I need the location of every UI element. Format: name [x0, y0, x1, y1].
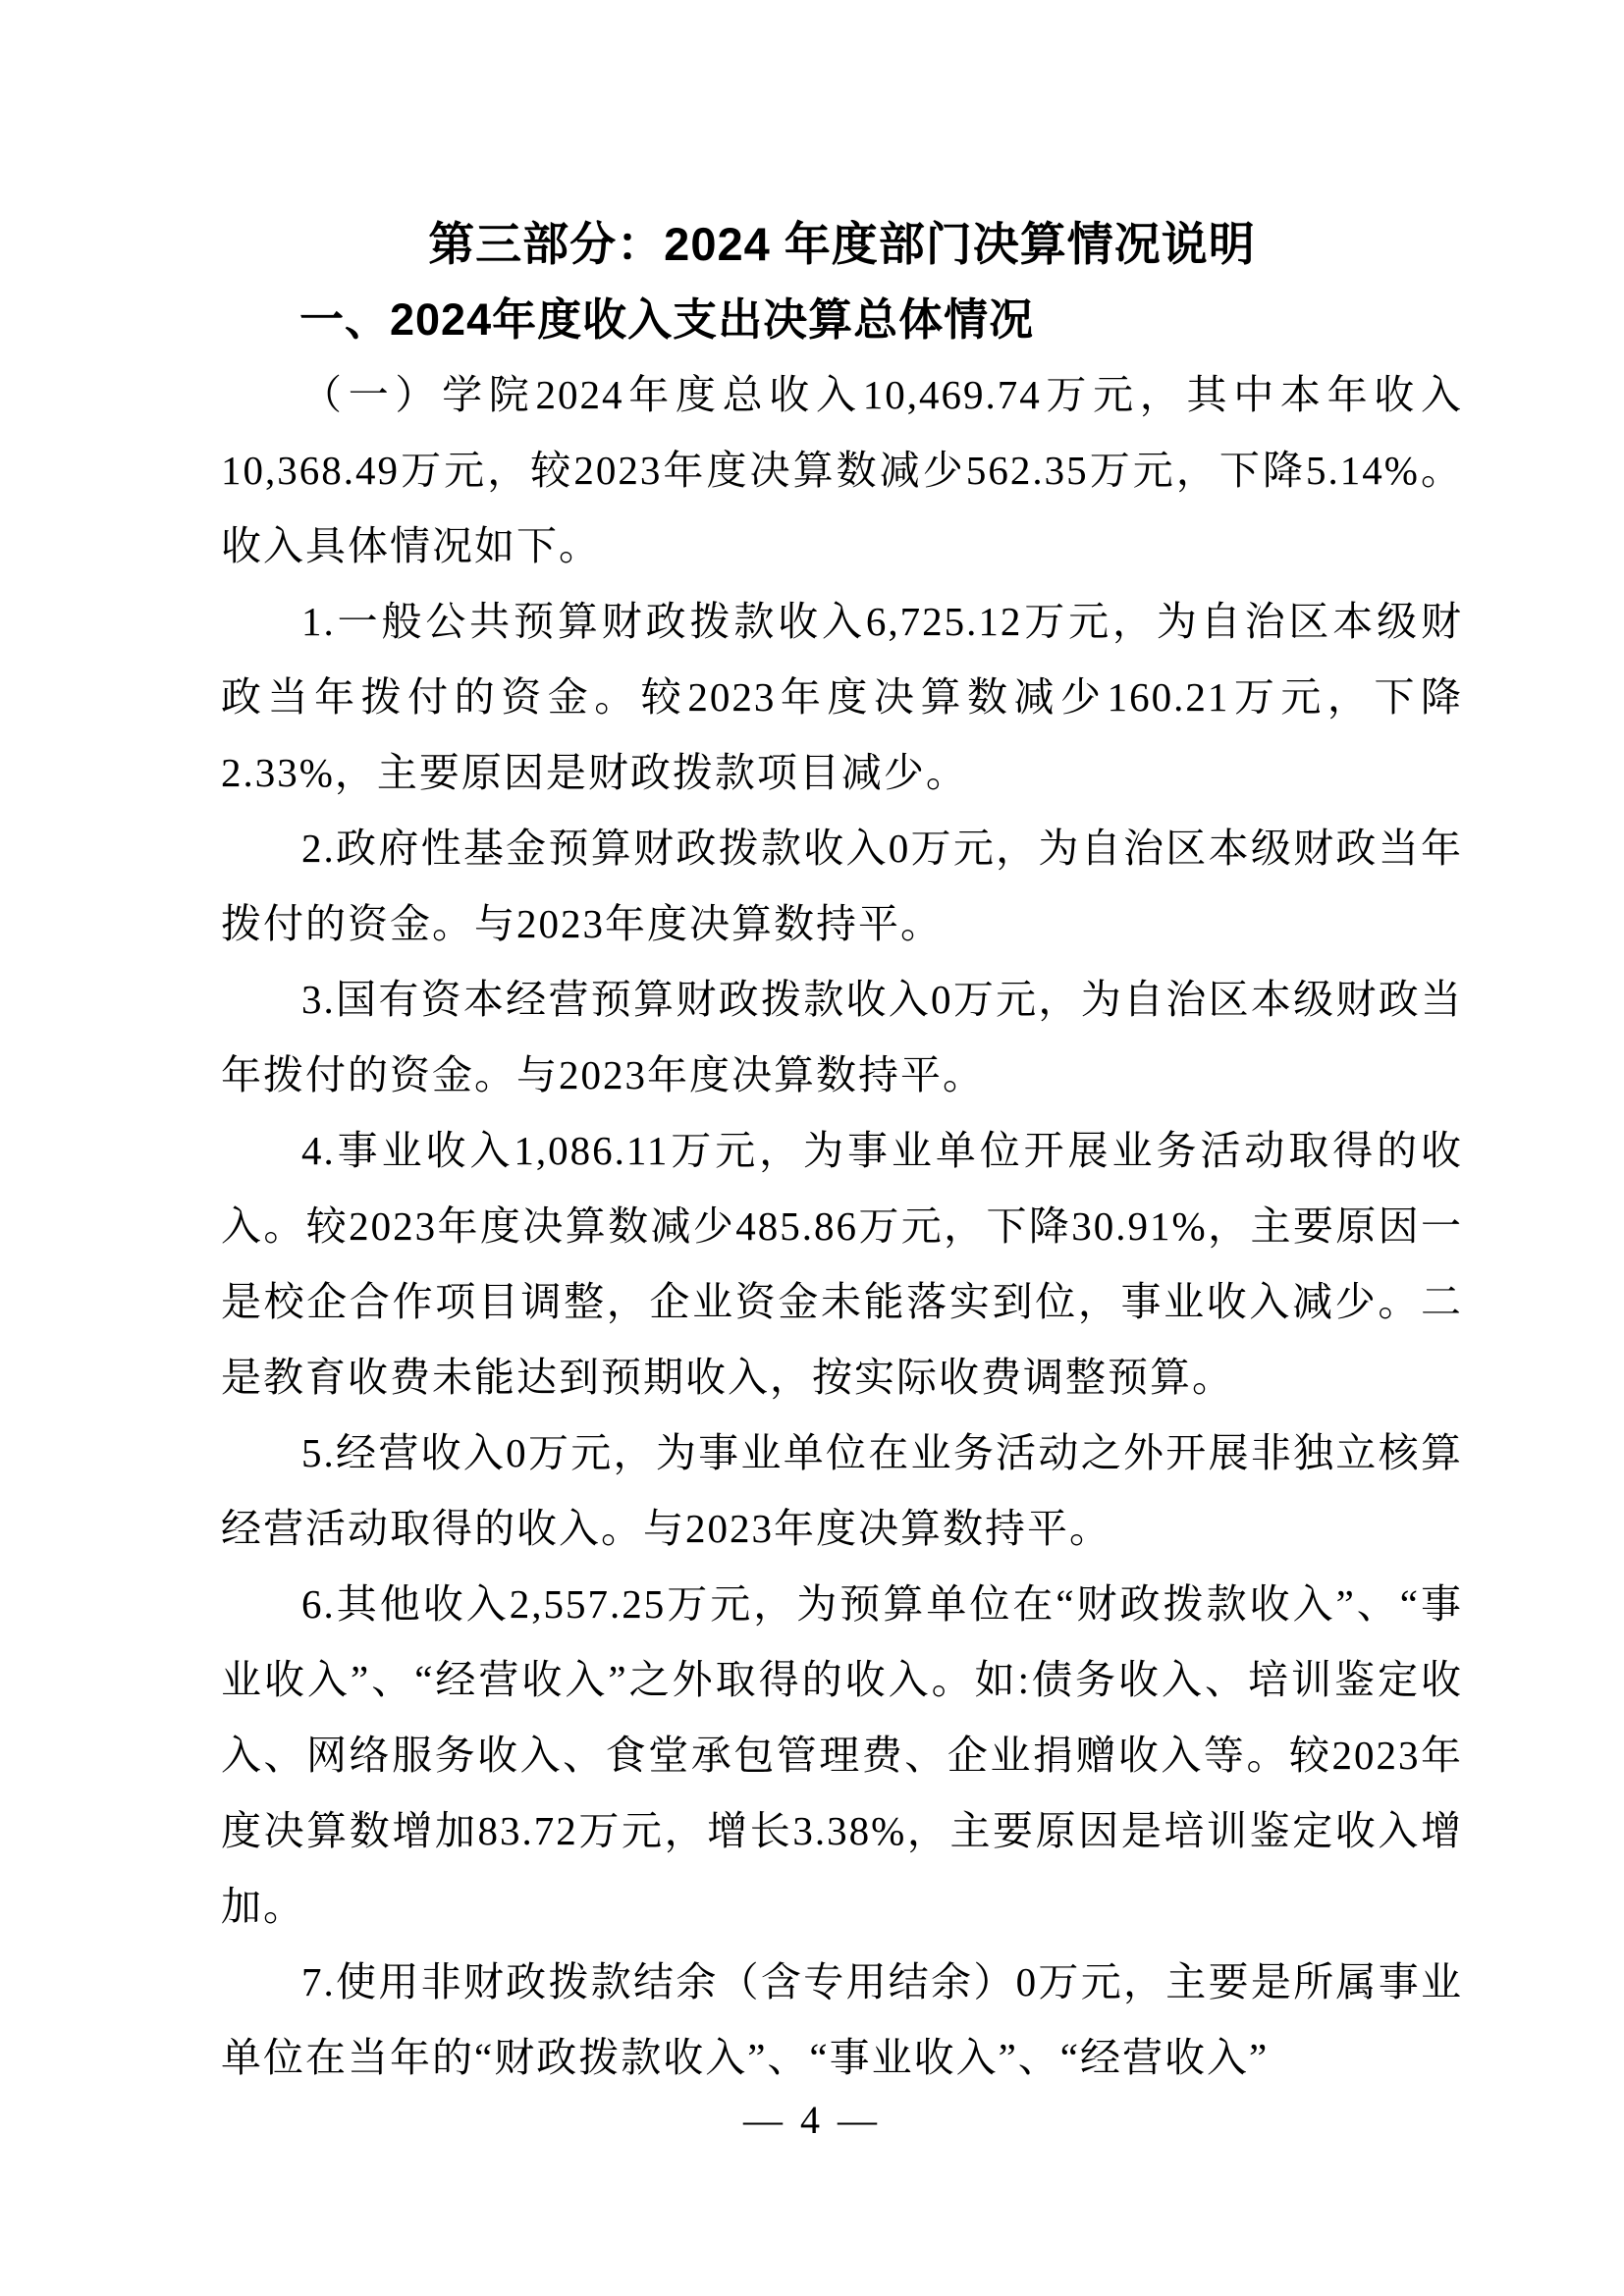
page-number: — 4 — — [743, 2098, 881, 2142]
paragraph-item-5-operating-income: 5.经营收入0万元，为事业单位在业务活动之外开展非独立核算经营活动取得的收入。与2023年度决算数持平。 — [221, 1430, 1463, 1551]
paragraph-item-7-non-fiscal-surplus: 7.使用非财政拨款结余（含专用结余）0万元，主要是所属事业单位在当年的“财政拨款收入”、“事业收入”、“经营收入” — [221, 1959, 1463, 2080]
section-heading: 一、2024年度收入支出决算总体情况 — [299, 294, 1035, 345]
document-content — [221, 206, 1463, 2096]
paragraph-item-4-business-income: 4.事业收入1,086.11万元，为事业单位开展业务活动取得的收入。较2023年度决算数减少485.86万元，下降30.91%，主要原因一是校企合作项目调整，企业资金未能落实到位，事业收入减少。二是教育收费未能达到预期收入，按实际收费调整预算。 — [221, 1128, 1463, 1400]
paragraph-item-2-government-fund: 2.政府性基金预算财政拨款收入0万元，为自治区本级财政当年拨付的资金。与2023年度决算数持平。 — [221, 826, 1463, 946]
paragraph-overview: （一）学院2024年度总收入10,469.74万元，其中本年收入10,368.49万元，较2023年度决算数减少562.35万元，下降5.14%。收入具体情况如下。 — [221, 372, 1463, 568]
paragraph-item-1-general-public-budget: 1.一般公共预算财政拨款收入6,725.12万元，为自治区本级财政当年拨付的资金。较2023年度决算数减少160.21万元，下降2.33%，主要原因是财政拨款项目减少。 — [221, 599, 1463, 795]
paragraph-item-3-state-capital: 3.国有资本经营预算财政拨款收入0万元，为自治区本级财政当年拨付的资金。与2023年度决算数持平。 — [221, 977, 1463, 1097]
page-title: 第三部分：2024 年度部门决算情况说明 — [428, 218, 1256, 270]
paragraph-item-6-other-income: 6.其他收入2,557.25万元，为预算单位在“财政拨款收入”、“事业收入”、“经营收入”之外取得的收入。如:债务收入、培训鉴定收入、网络服务收入、食堂承包管理费、企业捐赠收入等。较2023年度决算数增加83.72万元，增长3.38%，主要原因是培训鉴定收入增加。 — [221, 1581, 1463, 1929]
